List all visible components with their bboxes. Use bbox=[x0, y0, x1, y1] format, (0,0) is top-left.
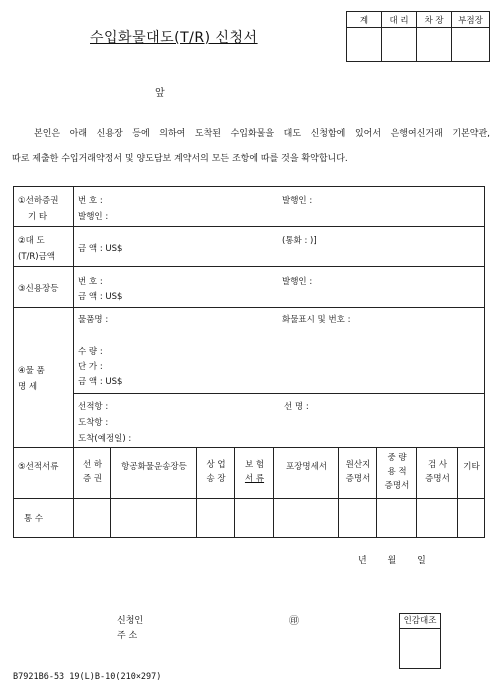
count-invoice[interactable] bbox=[197, 499, 235, 538]
lc-content-cell[interactable] bbox=[74, 267, 485, 308]
applicant-name-field[interactable]: 신청인 bbox=[117, 616, 144, 626]
lc-issuer-field[interactable]: 발행인 : bbox=[282, 277, 313, 287]
goods-amount-field[interactable]: 금 액 : US$ bbox=[78, 377, 123, 387]
tr-currency-field[interactable]: (통화 : )] bbox=[282, 236, 317, 246]
goods-name-field[interactable]: 물품명 : bbox=[78, 315, 109, 325]
pledge-line-2: 따로 제출한 수입거래약정서 및 양도담보 계약서의 모든 조항에 따를 것을 확약합니다. bbox=[12, 154, 348, 164]
count-awb[interactable] bbox=[111, 499, 197, 538]
goods-top-cell[interactable] bbox=[74, 308, 485, 394]
count-bl[interactable] bbox=[74, 499, 111, 538]
goods-label-1: ④물 품 bbox=[18, 366, 45, 376]
seal-mark: ㊞ bbox=[289, 616, 299, 627]
doc-col-awb: 항공화물운송장등 bbox=[121, 462, 187, 472]
addressee: 앞 bbox=[155, 88, 165, 99]
count-label: 통 수 bbox=[24, 514, 44, 524]
approval-box-deputy[interactable] bbox=[382, 28, 417, 62]
vessel-field[interactable]: 선 명 : bbox=[284, 402, 309, 412]
form-code: B7921B6-53 19(L)B-10(210×297) bbox=[13, 672, 162, 682]
bl-label-2: 기 타 bbox=[28, 212, 48, 222]
doc-col-origin: 원산지 증명서 bbox=[345, 460, 371, 484]
count-other[interactable] bbox=[458, 499, 485, 538]
pledge-line-1: 본인은 아래 신용장 등에 의하여 도착된 수입화물을 대도 신청함에 있어서 은행여신거래 기본약관, bbox=[34, 129, 490, 139]
seal-verification-label: 인감대조 bbox=[400, 614, 440, 629]
goods-label-cell bbox=[14, 308, 74, 448]
applicant-address-field[interactable]: 주 소 bbox=[117, 631, 138, 641]
count-weight[interactable] bbox=[377, 499, 417, 538]
tr-label-1: ②대 도 bbox=[18, 236, 45, 246]
goods-unit-price-field[interactable]: 단 가 : bbox=[78, 362, 103, 372]
bl-content-cell[interactable] bbox=[74, 187, 485, 227]
tr-content-cell[interactable] bbox=[74, 227, 485, 267]
count-insurance[interactable] bbox=[235, 499, 274, 538]
approval-stamp-table bbox=[346, 11, 490, 62]
pledge-paragraph bbox=[12, 122, 490, 172]
count-inspection[interactable] bbox=[417, 499, 458, 538]
bl-number-field[interactable]: 번 호 : bbox=[78, 196, 103, 206]
goods-qty-field[interactable]: 수 량 : bbox=[78, 347, 103, 357]
approval-header-clerk: 계 bbox=[347, 12, 382, 28]
doc-col-inspection: 검 사 증명서 bbox=[425, 460, 450, 484]
docs-label: ⑤선적서류 bbox=[18, 462, 59, 472]
lc-amount-field[interactable]: 금 액 : US$ bbox=[78, 292, 123, 302]
applicant-block bbox=[117, 614, 143, 644]
approval-box-manager[interactable] bbox=[417, 28, 452, 62]
approval-header-branch-head: 부점장 bbox=[452, 12, 490, 28]
approval-box-clerk[interactable] bbox=[347, 28, 382, 62]
bl-label-1: ①선하증권 bbox=[18, 196, 59, 206]
goods-marks-field[interactable]: 화물표시 및 번호 : bbox=[282, 315, 351, 325]
form-title: 수입화물대도(T/R) 신청서 bbox=[90, 30, 258, 46]
approval-header-manager: 차 장 bbox=[417, 12, 452, 28]
loading-port-field[interactable]: 선적항 : bbox=[78, 402, 109, 412]
doc-col-other: 기타 bbox=[463, 462, 480, 472]
bl-issuer-right-field[interactable]: 발행인 : bbox=[282, 196, 313, 206]
application-form-table bbox=[13, 186, 485, 538]
lc-number-field[interactable]: 번 호 : bbox=[78, 277, 103, 287]
docs-label-cell bbox=[14, 448, 74, 499]
count-packing[interactable] bbox=[274, 499, 339, 538]
goods-shipping-cell[interactable] bbox=[74, 394, 485, 448]
seal-verification-box[interactable] bbox=[399, 613, 441, 669]
approval-box-branch-head[interactable] bbox=[452, 28, 490, 62]
lc-label: ③신용장등 bbox=[18, 284, 59, 294]
approval-header-deputy: 대 리 bbox=[382, 12, 417, 28]
tr-label-2: (T/R)금액 bbox=[18, 252, 56, 262]
doc-col-bl: 선 하 증 권 bbox=[82, 460, 103, 484]
arrival-date-field[interactable]: 도착(예정일) : bbox=[78, 434, 132, 444]
doc-col-invoice: 상 업 송 장 bbox=[206, 460, 226, 484]
count-label-cell bbox=[14, 499, 74, 538]
doc-col-insurance: 보 험 서 류 bbox=[244, 460, 265, 484]
date-line[interactable]: 년 월 일 bbox=[358, 556, 426, 566]
doc-col-weight: 중 량 용 적 증명서 bbox=[384, 453, 410, 491]
bl-issuer-field[interactable]: 발행인 : bbox=[78, 212, 109, 222]
arrival-port-field[interactable]: 도착항 : bbox=[78, 418, 109, 428]
doc-col-packing: 포장명세서 bbox=[285, 462, 328, 472]
tr-amount-field[interactable]: 금 액 : US$ bbox=[78, 244, 123, 254]
count-origin[interactable] bbox=[339, 499, 377, 538]
goods-label-2: 명 세 bbox=[18, 382, 38, 392]
